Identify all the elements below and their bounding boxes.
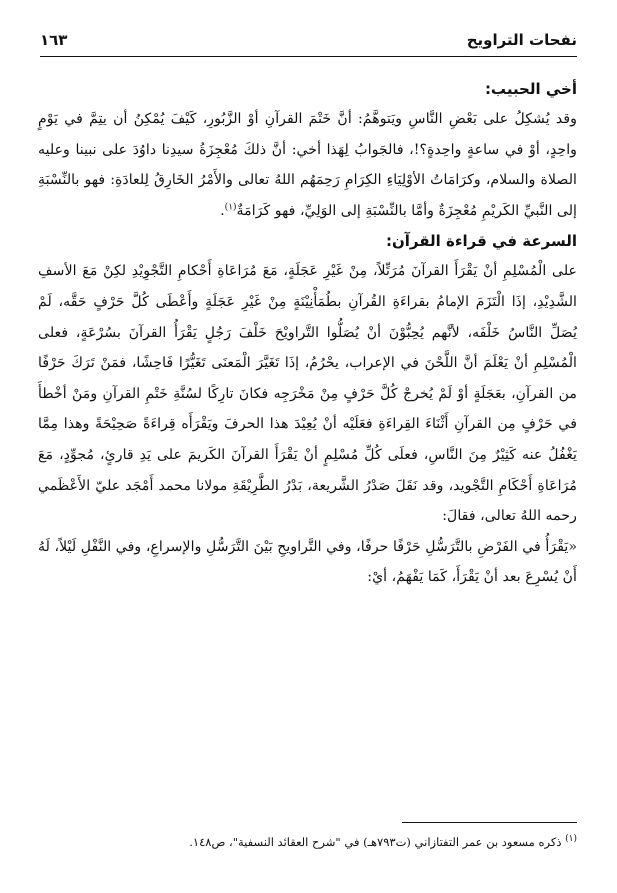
intro-paragraph [38, 104, 577, 226]
header-rule [40, 56, 577, 57]
book-title: نفحات التراويح [466, 31, 577, 49]
footnote-rule [402, 822, 577, 823]
page-number: ١٦٣ [40, 31, 68, 49]
intro-paragraph-end: . [220, 202, 225, 219]
footnote-text: ذكره مسعود بن عمر التفتازاني (ت٧٩٣هـ) في "شرح العقائد النسفية"، ص١٤٨. [189, 835, 562, 849]
footnote-marker: (١) [565, 834, 577, 845]
quote-paragraph: «يَقْرَأُ في الفَرْضِ بالتَّرَسُّلِ حَرْفًا حرفًا، وفي التَّراويحِ بَيْنَ التَّرَسُّلِ والإسراعِ، وفي النَّفْلِ لَيْلاً، لَهُ أَنْ يُسْرِعَ بعد أنْ يَقْرَأَ، كَمَا يَفْهَمُ، أيْ: [38, 538, 577, 586]
section-paragraph: على الْمُسْلِمِ أنْ يَقْرَأَ القرآنَ مُرَتِّلاً، مِنْ غَيْرِ عَجَلَةٍ، مَعَ مُرَاعَاةِ أَحْكامِ التَّجْوِيْدِ لكِنْ مَعَ الأسفِ الشَّدِيْدِ، إذَا الْتَزَمَ الإمامُ بقراءَةِ القُرآنِ بطُمَأْنِيْنَةٍ مِنْ غَيْرِ عَجَلَةٍ وأَعْطَى كُلَّ حَرْفٍ حَقَّه، لَمْ يُصَلِّ النَّاسُ خَلْفَه، لأنَّهم يُحِبُّوْنَ أنْ يُصَلُّوا التَّراويْحَ خَلْفَ رَجُلٍ يَقْرَأُ القرآنَ بسُرْعَةٍ، فعلى الْمُسْلِمِ أنْ يَعْلَمَ أنَّ اللَّحْنَ في الإعراب، يحْرُمُ، إذَا تَغَيَّرَ الْمَعنَى تَغَيُّرًا فَاحِشًا، فمَنْ تَرَكَ حَرْفًا من القرآنِ، بعَجَلَةٍ أوْ لَمْ يُخرجْ كُلَّ حَرْفٍ مِنْ مَخْرَجِه فكانَ تارِكًا لسُنَّةِ خَتْمِ القرآنِ ومَنْ أخْطأَ في حَرْفٍ مِن القرآنِ أَثْنَاءَ القِراءَةِ فعَلَيْه أنْ يُعِيْدَ هذا الحرفَ ويَقْرَأَه قِراءَةً صَحِيْحَةً وهذا مِمَّا يَغْفُلُ عنه كَثِيْرٌ مِنَ النَّاسِ، فعلَى كُلِّ مُسْلِمٍ أنْ يَقْرَأَ القرآنَ الكَريمَ على يَدِ قارئٍ، مُجوِّدٍ، مَعَ مُرَاعَاةِ أَحْكَامِ التَّجْويد، وقد نَقَلَ صَدْرُ الشَّريعة، بَدْرُ الطَّرِيْقَةِ مولانا محمد أَمْجَد عليّ الأَعْظَمي رحمه اللهُ تعالى، فقالَ: [38, 263, 577, 525]
intro-heading: أخي الحبيب: [484, 80, 577, 98]
running-header [40, 28, 577, 52]
body-text [38, 74, 577, 593]
intro-paragraph-text: وقد يُشكِلُ على بَعْضِ النَّاسِ ويَتوهَّمُ: أنَّ خَتْمَ القرآنِ أوْ الزَّبُورِ، كَيْفَ يُمْكِنُ أن يتِمَّ في يَوْمٍ واحِدٍ، أوْ في ساعةٍ واحِدةٍ؟!، فالجَوابُ لِهَذا أخي: أنَّ ذلكَ مُعْجِزَةُ سيدِنا داوُدَ على نبينا وعليه الصلاة والسلام، وكرَامَاتُ الأوْلِيَاءِ الكِرَامِ رَحِمَهُم اللهُ تعالى والأَمْرُ الخَارِقُ لِلعادَةِ: فهو بالنِّسْبَةِ إلى النَّبيِّ الكَريْمِ مُعْجِزَةٌ وأمَّا بالنِّسْبَةِ إلى الوَلِيِّ، فهو كَرَامَةٌ [38, 111, 577, 219]
footnote-reference[interactable]: (١) [224, 202, 237, 213]
footnote [40, 832, 577, 852]
section-heading: السرعة في قراءة القرآن: [385, 232, 577, 251]
